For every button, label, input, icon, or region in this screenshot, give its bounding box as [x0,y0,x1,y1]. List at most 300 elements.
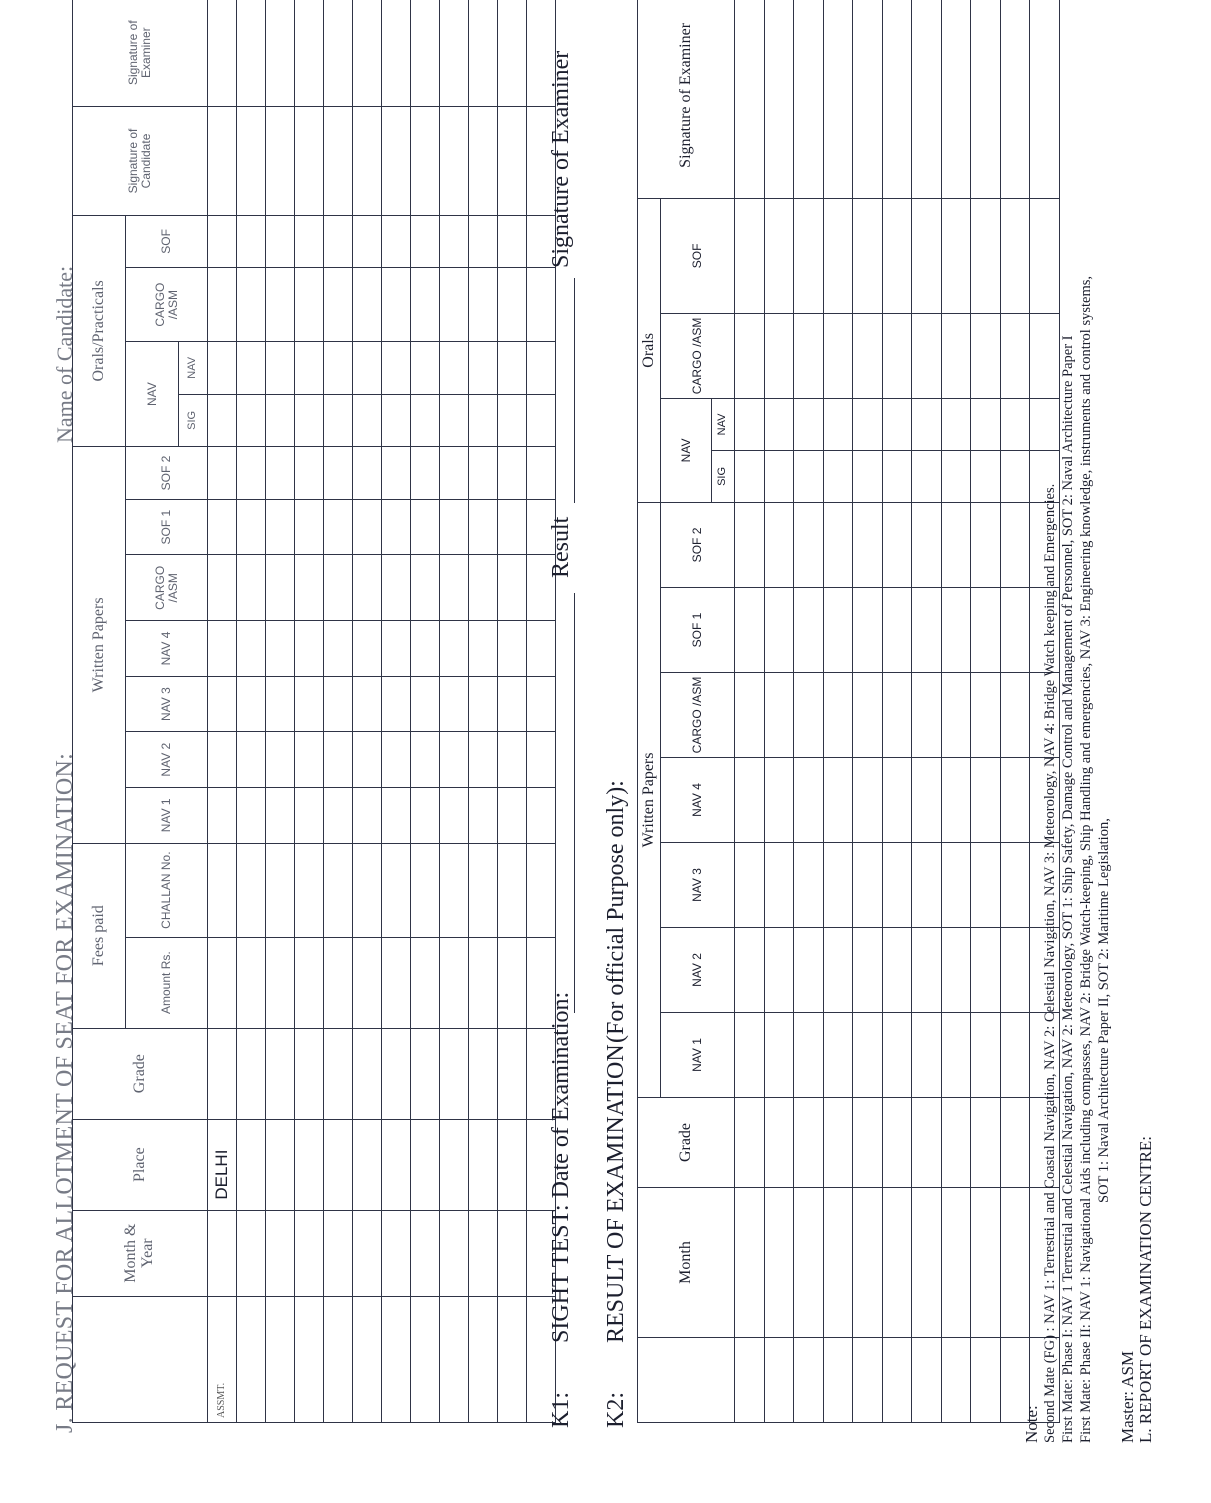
table-cell[interactable] [882,673,912,758]
table-cell[interactable] [498,676,527,732]
table-cell[interactable] [764,758,794,843]
table-cell[interactable] [498,447,527,500]
table-cell[interactable] [440,1296,469,1422]
table-cell[interactable] [853,1098,883,1188]
table-cell[interactable] [411,787,440,843]
table-cell[interactable] [411,676,440,732]
table-cell[interactable] [237,1296,266,1422]
table-cell[interactable] [941,1098,971,1188]
table-cell[interactable] [764,502,794,587]
table-cell[interactable] [1000,1188,1030,1338]
table-cell[interactable] [324,499,353,555]
table-cell[interactable] [971,1098,1001,1188]
table-cell[interactable] [324,1296,353,1422]
table-cell[interactable] [1000,0,1030,198]
table-cell[interactable] [823,758,853,843]
table-cell[interactable] [295,447,324,500]
table-cell[interactable] [324,447,353,500]
table-cell[interactable] [266,499,295,555]
table-cell[interactable] [295,107,324,215]
table-cell[interactable] [971,843,1001,928]
table-cell[interactable] [237,787,266,843]
table-cell[interactable] [440,447,469,500]
table-cell[interactable] [853,1188,883,1338]
table-cell[interactable] [295,787,324,843]
table-cell[interactable] [411,843,440,937]
table-cell[interactable] [295,732,324,788]
table-cell[interactable] [853,588,883,673]
table-cell[interactable] [498,342,527,395]
table-cell[interactable] [1000,1098,1030,1188]
table-cell[interactable] [324,0,353,107]
table-cell[interactable] [853,843,883,928]
table-cell[interactable] [411,447,440,500]
table-cell[interactable] [208,555,237,621]
table-cell[interactable] [382,1210,411,1296]
table-cell[interactable] [237,107,266,215]
sight-test-date-line[interactable] [574,593,575,1013]
table-cell[interactable] [411,555,440,621]
table-cell[interactable] [295,937,324,1028]
table-cell[interactable] [882,1188,912,1338]
table-cell[interactable] [823,1338,853,1423]
table-cell[interactable] [469,1210,498,1296]
table-cell[interactable] [882,1013,912,1098]
table-cell[interactable] [469,732,498,788]
table-cell[interactable] [324,107,353,215]
table-cell[interactable] [324,1210,353,1296]
table-cell[interactable] [353,937,382,1028]
table-cell[interactable] [295,843,324,937]
table-cell[interactable] [440,499,469,555]
table-cell[interactable] [469,1119,498,1210]
table-cell[interactable] [208,107,237,215]
table-cell[interactable] [469,843,498,937]
table-cell[interactable] [971,198,1001,313]
table-cell[interactable] [853,928,883,1013]
table-cell[interactable] [853,0,883,198]
table-cell[interactable] [764,198,794,313]
table-cell[interactable] [794,198,824,313]
table-cell[interactable] [469,447,498,500]
table-cell[interactable] [295,0,324,107]
table-cell[interactable] [941,1338,971,1423]
table-cell[interactable] [498,1028,527,1119]
table-cell[interactable] [266,621,295,677]
table-cell[interactable] [794,1098,824,1188]
table-cell[interactable] [971,1013,1001,1098]
table-cell[interactable] [353,555,382,621]
table-cell[interactable] [353,621,382,677]
table-cell[interactable] [411,215,440,268]
table-cell[interactable] [411,1210,440,1296]
table-cell[interactable] [794,398,824,450]
table-cell[interactable] [208,268,237,342]
table-cell[interactable] [208,676,237,732]
table-cell[interactable] [498,843,527,937]
table-cell[interactable] [1030,313,1060,398]
table-cell[interactable] [882,198,912,313]
table-cell[interactable] [735,398,765,450]
table-cell[interactable] [853,198,883,313]
table-cell[interactable] [853,450,883,502]
table-cell[interactable] [735,198,765,313]
table-cell[interactable] [853,313,883,398]
table-cell[interactable] [469,676,498,732]
table-cell[interactable] [353,787,382,843]
table-cell[interactable] [498,555,527,621]
table-cell[interactable] [1000,588,1030,673]
table-cell[interactable] [237,499,266,555]
table-cell[interactable] [794,843,824,928]
table-cell[interactable] [912,198,942,313]
table-cell[interactable] [237,676,266,732]
table-cell[interactable] [382,215,411,268]
table-cell[interactable] [382,107,411,215]
table-cell[interactable] [324,787,353,843]
table-cell[interactable] [794,1188,824,1338]
table-cell[interactable] [266,215,295,268]
table-cell[interactable] [237,937,266,1028]
table-cell[interactable] [440,215,469,268]
table-cell[interactable] [794,1338,824,1423]
table-cell[interactable] [882,1098,912,1188]
table-cell[interactable] [498,621,527,677]
table-cell[interactable] [208,621,237,677]
table-cell[interactable] [882,928,912,1013]
table-cell[interactable] [208,937,237,1028]
table-cell[interactable] [382,1028,411,1119]
table-cell[interactable] [353,1210,382,1296]
table-cell[interactable] [941,673,971,758]
table-cell[interactable] [971,313,1001,398]
table-cell[interactable] [382,621,411,677]
table-cell[interactable] [941,1188,971,1338]
table-cell[interactable] [882,0,912,198]
table-cell[interactable] [266,555,295,621]
table-cell[interactable] [208,215,237,268]
table-cell[interactable] [794,588,824,673]
table-cell[interactable] [735,588,765,673]
table-cell[interactable] [971,1188,1001,1338]
table-cell[interactable] [941,313,971,398]
table-cell[interactable] [266,732,295,788]
table-cell[interactable] [527,268,556,342]
table-cell[interactable] [353,447,382,500]
table-cell[interactable] [208,499,237,555]
table-cell[interactable] [295,1028,324,1119]
table-cell[interactable] [912,0,942,198]
table-cell[interactable] [971,758,1001,843]
table-cell[interactable] [794,450,824,502]
table-cell[interactable] [411,732,440,788]
table-cell[interactable] [882,843,912,928]
table-cell[interactable] [853,502,883,587]
table-cell[interactable] [1000,502,1030,587]
table-cell[interactable] [971,1338,1001,1423]
table-cell[interactable] [469,1296,498,1422]
table-cell[interactable] [1000,843,1030,928]
table-cell[interactable] [853,758,883,843]
table-cell[interactable] [764,313,794,398]
table-cell[interactable] [411,268,440,342]
table-cell[interactable] [469,555,498,621]
table-cell[interactable] [823,1013,853,1098]
table-cell[interactable] [1000,398,1030,450]
table-cell[interactable] [1000,1013,1030,1098]
table-cell[interactable] [735,502,765,587]
table-cell[interactable] [823,450,853,502]
table-cell[interactable] [498,107,527,215]
table-cell[interactable] [353,394,382,447]
table-cell[interactable] [353,499,382,555]
table-cell[interactable] [527,676,556,732]
table-cell[interactable] [971,398,1001,450]
table-cell[interactable] [324,1119,353,1210]
table-cell[interactable] [266,843,295,937]
table-cell[interactable] [440,107,469,215]
table-cell[interactable] [208,732,237,788]
table-cell[interactable] [382,937,411,1028]
table-cell[interactable] [440,1028,469,1119]
table-cell[interactable] [324,621,353,677]
table-cell[interactable] [440,937,469,1028]
table-cell[interactable] [382,1296,411,1422]
table-cell[interactable] [208,0,237,107]
table-cell[interactable] [266,1028,295,1119]
table-cell[interactable] [735,843,765,928]
table-cell[interactable] [440,1119,469,1210]
table-cell[interactable] [794,673,824,758]
table-cell[interactable] [735,1098,765,1188]
table-cell[interactable] [469,215,498,268]
table-cell[interactable] [764,0,794,198]
table-cell[interactable] [411,621,440,677]
table-cell[interactable] [324,394,353,447]
table-cell[interactable] [237,555,266,621]
table-cell[interactable] [382,787,411,843]
table-cell[interactable] [266,787,295,843]
table-cell[interactable] [411,107,440,215]
table-cell[interactable] [237,342,266,395]
table-cell[interactable] [823,1188,853,1338]
table-cell[interactable] [295,621,324,677]
table-cell[interactable] [853,398,883,450]
table-cell[interactable] [208,342,237,395]
table-cell[interactable] [237,843,266,937]
table-cell[interactable] [440,787,469,843]
table-cell[interactable] [1000,758,1030,843]
table-cell[interactable] [498,1119,527,1210]
table-cell[interactable] [295,676,324,732]
table-cell[interactable] [469,107,498,215]
table-cell[interactable] [440,676,469,732]
table-cell[interactable] [382,499,411,555]
table-cell[interactable] [411,1296,440,1422]
table-cell[interactable] [353,342,382,395]
table-cell[interactable] [853,1013,883,1098]
table-cell[interactable] [1030,398,1060,450]
table-cell[interactable] [941,0,971,198]
table-cell[interactable] [353,676,382,732]
table-cell[interactable] [324,843,353,937]
table-cell[interactable] [208,1210,237,1296]
table-cell[interactable] [912,758,942,843]
table-cell[interactable] [882,313,912,398]
table-cell[interactable] [324,732,353,788]
table-cell[interactable] [498,394,527,447]
table-cell[interactable] [440,732,469,788]
table-cell[interactable] [440,1210,469,1296]
table-cell[interactable] [1000,450,1030,502]
table-cell[interactable] [941,450,971,502]
table-cell[interactable] [266,676,295,732]
table-cell[interactable] [266,1296,295,1422]
table-cell[interactable] [411,499,440,555]
table-cell[interactable] [1030,198,1060,313]
table-cell[interactable] [735,0,765,198]
table-cell[interactable] [324,676,353,732]
table-cell[interactable] [735,1013,765,1098]
table-cell[interactable] [440,621,469,677]
table-cell[interactable] [971,928,1001,1013]
table-cell[interactable] [971,450,1001,502]
table-cell[interactable] [823,928,853,1013]
table-cell[interactable] [882,450,912,502]
table-cell[interactable] [353,843,382,937]
table-cell[interactable] [794,502,824,587]
table-cell[interactable] [498,1296,527,1422]
table-cell[interactable] [882,758,912,843]
table-cell[interactable] [527,447,556,500]
table-cell[interactable] [794,313,824,398]
table-cell[interactable] [382,268,411,342]
table-cell[interactable] [735,673,765,758]
table-cell[interactable] [237,394,266,447]
table-cell[interactable] [382,732,411,788]
table-cell[interactable] [735,1188,765,1338]
table-cell[interactable] [823,673,853,758]
table-cell[interactable] [324,555,353,621]
table-cell[interactable] [266,268,295,342]
table-cell[interactable] [823,843,853,928]
table-cell[interactable] [208,1028,237,1119]
table-cell[interactable] [735,758,765,843]
table-cell[interactable] [764,450,794,502]
table-cell[interactable] [941,758,971,843]
table-cell[interactable] [266,937,295,1028]
table-cell[interactable] [208,787,237,843]
table-cell[interactable] [237,447,266,500]
table-cell[interactable] [469,0,498,107]
table-cell[interactable] [237,732,266,788]
table-cell[interactable] [912,1098,942,1188]
table-cell[interactable] [324,1028,353,1119]
table-cell[interactable] [469,268,498,342]
table-cell[interactable] [353,215,382,268]
table-cell[interactable] [440,555,469,621]
table-cell[interactable] [295,555,324,621]
table-cell[interactable] [237,268,266,342]
table-cell[interactable] [237,1210,266,1296]
table-cell[interactable] [764,588,794,673]
table-cell[interactable] [823,313,853,398]
table-cell[interactable] [882,588,912,673]
table-cell[interactable] [295,268,324,342]
table-cell[interactable] [764,843,794,928]
table-cell[interactable] [266,1210,295,1296]
table-cell[interactable] [382,0,411,107]
table-cell[interactable] [912,843,942,928]
table-cell[interactable] [469,499,498,555]
table-cell[interactable] [823,198,853,313]
table-cell[interactable] [853,1338,883,1423]
table-cell[interactable] [941,1013,971,1098]
table-cell[interactable] [353,732,382,788]
table-cell[interactable] [498,1210,527,1296]
table-cell[interactable] [208,394,237,447]
table-cell[interactable] [735,450,765,502]
table-cell[interactable] [764,1188,794,1338]
table-cell[interactable] [469,1028,498,1119]
table-cell[interactable] [1000,673,1030,758]
table-cell[interactable] [382,394,411,447]
table-cell[interactable] [498,268,527,342]
table-cell[interactable] [882,502,912,587]
table-cell[interactable] [912,450,942,502]
table-cell[interactable] [266,447,295,500]
table-cell[interactable] [823,588,853,673]
table-cell[interactable] [527,394,556,447]
table-cell[interactable] [941,502,971,587]
table-cell[interactable] [912,1013,942,1098]
table-cell[interactable] [411,0,440,107]
table-cell[interactable] [941,588,971,673]
table-cell[interactable] [912,1338,942,1423]
table-cell[interactable] [295,394,324,447]
table-cell[interactable] [882,1338,912,1423]
table-cell[interactable] [440,843,469,937]
table-cell[interactable] [295,499,324,555]
table-cell[interactable] [912,398,942,450]
table-cell[interactable] [469,621,498,677]
table-cell[interactable] [764,1098,794,1188]
table-cell[interactable] [208,843,237,937]
table-cell[interactable] [912,588,942,673]
table-cell[interactable] [527,843,556,937]
table-cell[interactable] [941,398,971,450]
table-cell[interactable] [971,0,1001,198]
table-cell[interactable] [411,342,440,395]
table-cell[interactable] [237,1119,266,1210]
table-cell[interactable] [382,1119,411,1210]
table-cell[interactable] [527,787,556,843]
table-cell[interactable] [823,398,853,450]
sight-test-result-line[interactable] [574,278,575,503]
table-cell[interactable] [527,342,556,395]
table-cell[interactable] [823,0,853,198]
table-cell[interactable] [411,937,440,1028]
table-cell[interactable] [912,673,942,758]
table-cell[interactable] [971,673,1001,758]
table-cell[interactable] [764,928,794,1013]
table-cell[interactable] [971,502,1001,587]
table-cell[interactable] [912,1188,942,1338]
table-cell[interactable] [411,394,440,447]
table-cell[interactable] [941,198,971,313]
table-cell[interactable] [411,1119,440,1210]
table-cell[interactable] [353,1119,382,1210]
